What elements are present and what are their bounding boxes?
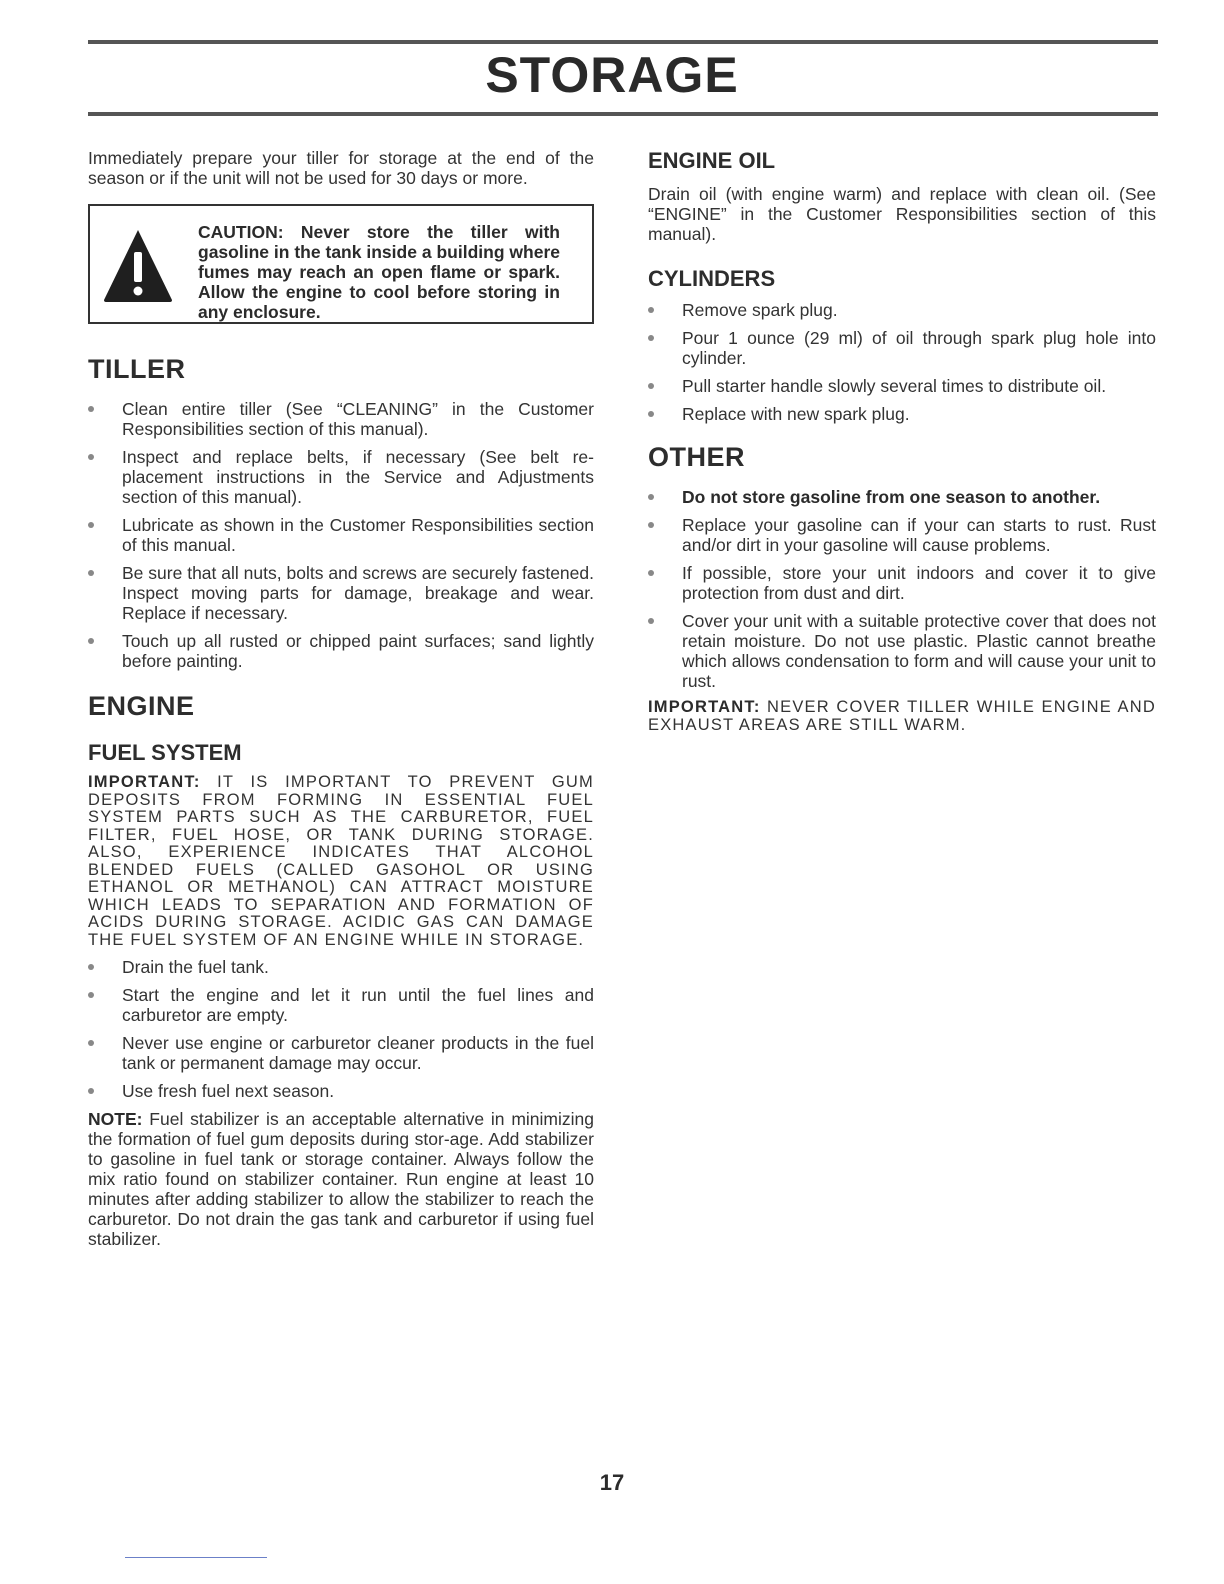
list-item: Start the engine and let it run until the fuel lines and carburetor are empty. <box>88 985 594 1025</box>
fuel-system-list <box>88 957 594 1101</box>
list-item: Remove spark plug. <box>648 300 1156 320</box>
list-item: Cover your unit with a suitable protective cover that does not retain moisture. Do not use plastic. Plastic cannot breathe which allows condensation to form and will cause your unit to rust. <box>648 611 1156 691</box>
list-item: If possible, store your unit indoors and cover it to give protection from dust and dirt. <box>648 563 1156 603</box>
important-label: IMPORTANT: <box>648 698 761 716</box>
engine-oil-text: Drain oil (with engine warm) and replace with clean oil. (See “ENGINE” in the Customer Responsibilities section of this manual). <box>648 184 1156 244</box>
engine-oil-heading: ENGINE OIL <box>648 148 776 173</box>
list-item: Replace your gasoline can if your can starts to rust. Rust and/or dirt in your gasoline will cause problems. <box>648 515 1156 555</box>
left-column <box>88 148 594 1249</box>
intro-paragraph: Immediately prepare your tiller for storage at the end of the season or if the unit will not be used for 30 days or more. <box>88 148 594 188</box>
tiller-heading: TILLER <box>88 354 186 384</box>
cylinders-list <box>648 300 1156 424</box>
list-item: Touch up all rusted or chipped paint surfaces; sand lightly before painting. <box>88 631 594 671</box>
list-item: Replace with new spark plug. <box>648 404 1156 424</box>
important-text: NEVER COVER TILLER WHILE ENGINE AND EXHAUST AREAS ARE STILL WARM. <box>648 698 1156 734</box>
fuel-system-heading: FUEL SYSTEM <box>88 740 242 765</box>
list-item: Inspect and replace belts, if necessary (See belt re-placement instructions in the Service and Adjustments section of this manual). <box>88 447 594 507</box>
title-underline-rule <box>88 112 1158 116</box>
list-item: Use fresh fuel next season. <box>88 1081 594 1101</box>
note-label: NOTE: <box>88 1109 143 1129</box>
important-text: IT IS IMPORTANT TO PREVENT GUM DEPOSITS FROM FORMING IN ESSENTIAL FUEL SYSTEM PARTS SUCH AS THE CARBURETOR, FUEL FILTER, FUEL HOSE, OR TANK DURING STORAGE. ALSO, EXPERIENCE INDICATES THAT ALCOHOL BLENDED FUELS (CALLED GASOHOL OR USING ETHANOL OR METHANOL) CAN ATTRACT MOISTURE WHICH LEADS TO SEPARATION AND FORMATION OF ACIDS DURING STORAGE. ACIDIC GAS CAN DAMAGE THE FUEL SYSTEM OF AN ENGINE WHILE IN STORAGE. <box>88 773 594 949</box>
list-item: Never use engine or carburetor cleaner products in the fuel tank or permanent damage may occur. <box>88 1033 594 1073</box>
important-label: IMPORTANT: <box>88 773 201 791</box>
list-item: Clean entire tiller (See “CLEANING” in the Customer Responsibilities section of this manual). <box>88 399 594 439</box>
cylinders-heading: CYLINDERS <box>648 266 776 291</box>
list-item: Pour 1 ounce (29 ml) of oil through spark plug hole into cylinder. <box>648 328 1156 368</box>
tiller-list <box>88 399 594 671</box>
fuel-important-paragraph <box>88 774 594 949</box>
warning-triangle-icon <box>102 228 174 304</box>
engine-heading: ENGINE <box>88 691 195 721</box>
caution-box <box>88 204 594 324</box>
top-rule <box>88 40 1158 44</box>
other-important-paragraph <box>648 699 1156 734</box>
list-item: Do not store gasoline from one season to another. <box>648 487 1156 507</box>
fuel-note-paragraph <box>88 1109 594 1249</box>
list-item: Pull starter handle slowly several times to distribute oil. <box>648 376 1156 396</box>
footer-line <box>125 1557 267 1558</box>
right-column <box>648 148 1156 734</box>
other-heading: OTHER <box>648 442 745 472</box>
page-title: STORAGE <box>485 47 739 103</box>
other-list <box>648 487 1156 691</box>
list-item: Lubricate as shown in the Customer Responsibilities section of this manual. <box>88 515 594 555</box>
list-item: Drain the fuel tank. <box>88 957 594 977</box>
caution-text: CAUTION: Never store the tiller with gasoline in the tank inside a building where fumes may reach an open flame or spark. Allow the engine to cool before storing in any enclosure. <box>198 222 560 322</box>
page-number: 17 <box>599 1470 625 1495</box>
note-text: Fuel stabilizer is an acceptable alternative in minimizing the formation of fuel gum deposits during stor-age. Add stabilizer to gasoline in fuel tank or storage container. Always follow the mix ratio found on stabilizer container. Run engine at least 10 minutes after adding stabilizer to allow the stabilizer to reach the carburetor. Do not drain the gas tank and carburetor if using fuel stabilizer. <box>88 1109 594 1249</box>
list-item: Be sure that all nuts, bolts and screws are securely fastened. Inspect moving parts for damage, breakage and wear. Replace if necessary. <box>88 563 594 623</box>
